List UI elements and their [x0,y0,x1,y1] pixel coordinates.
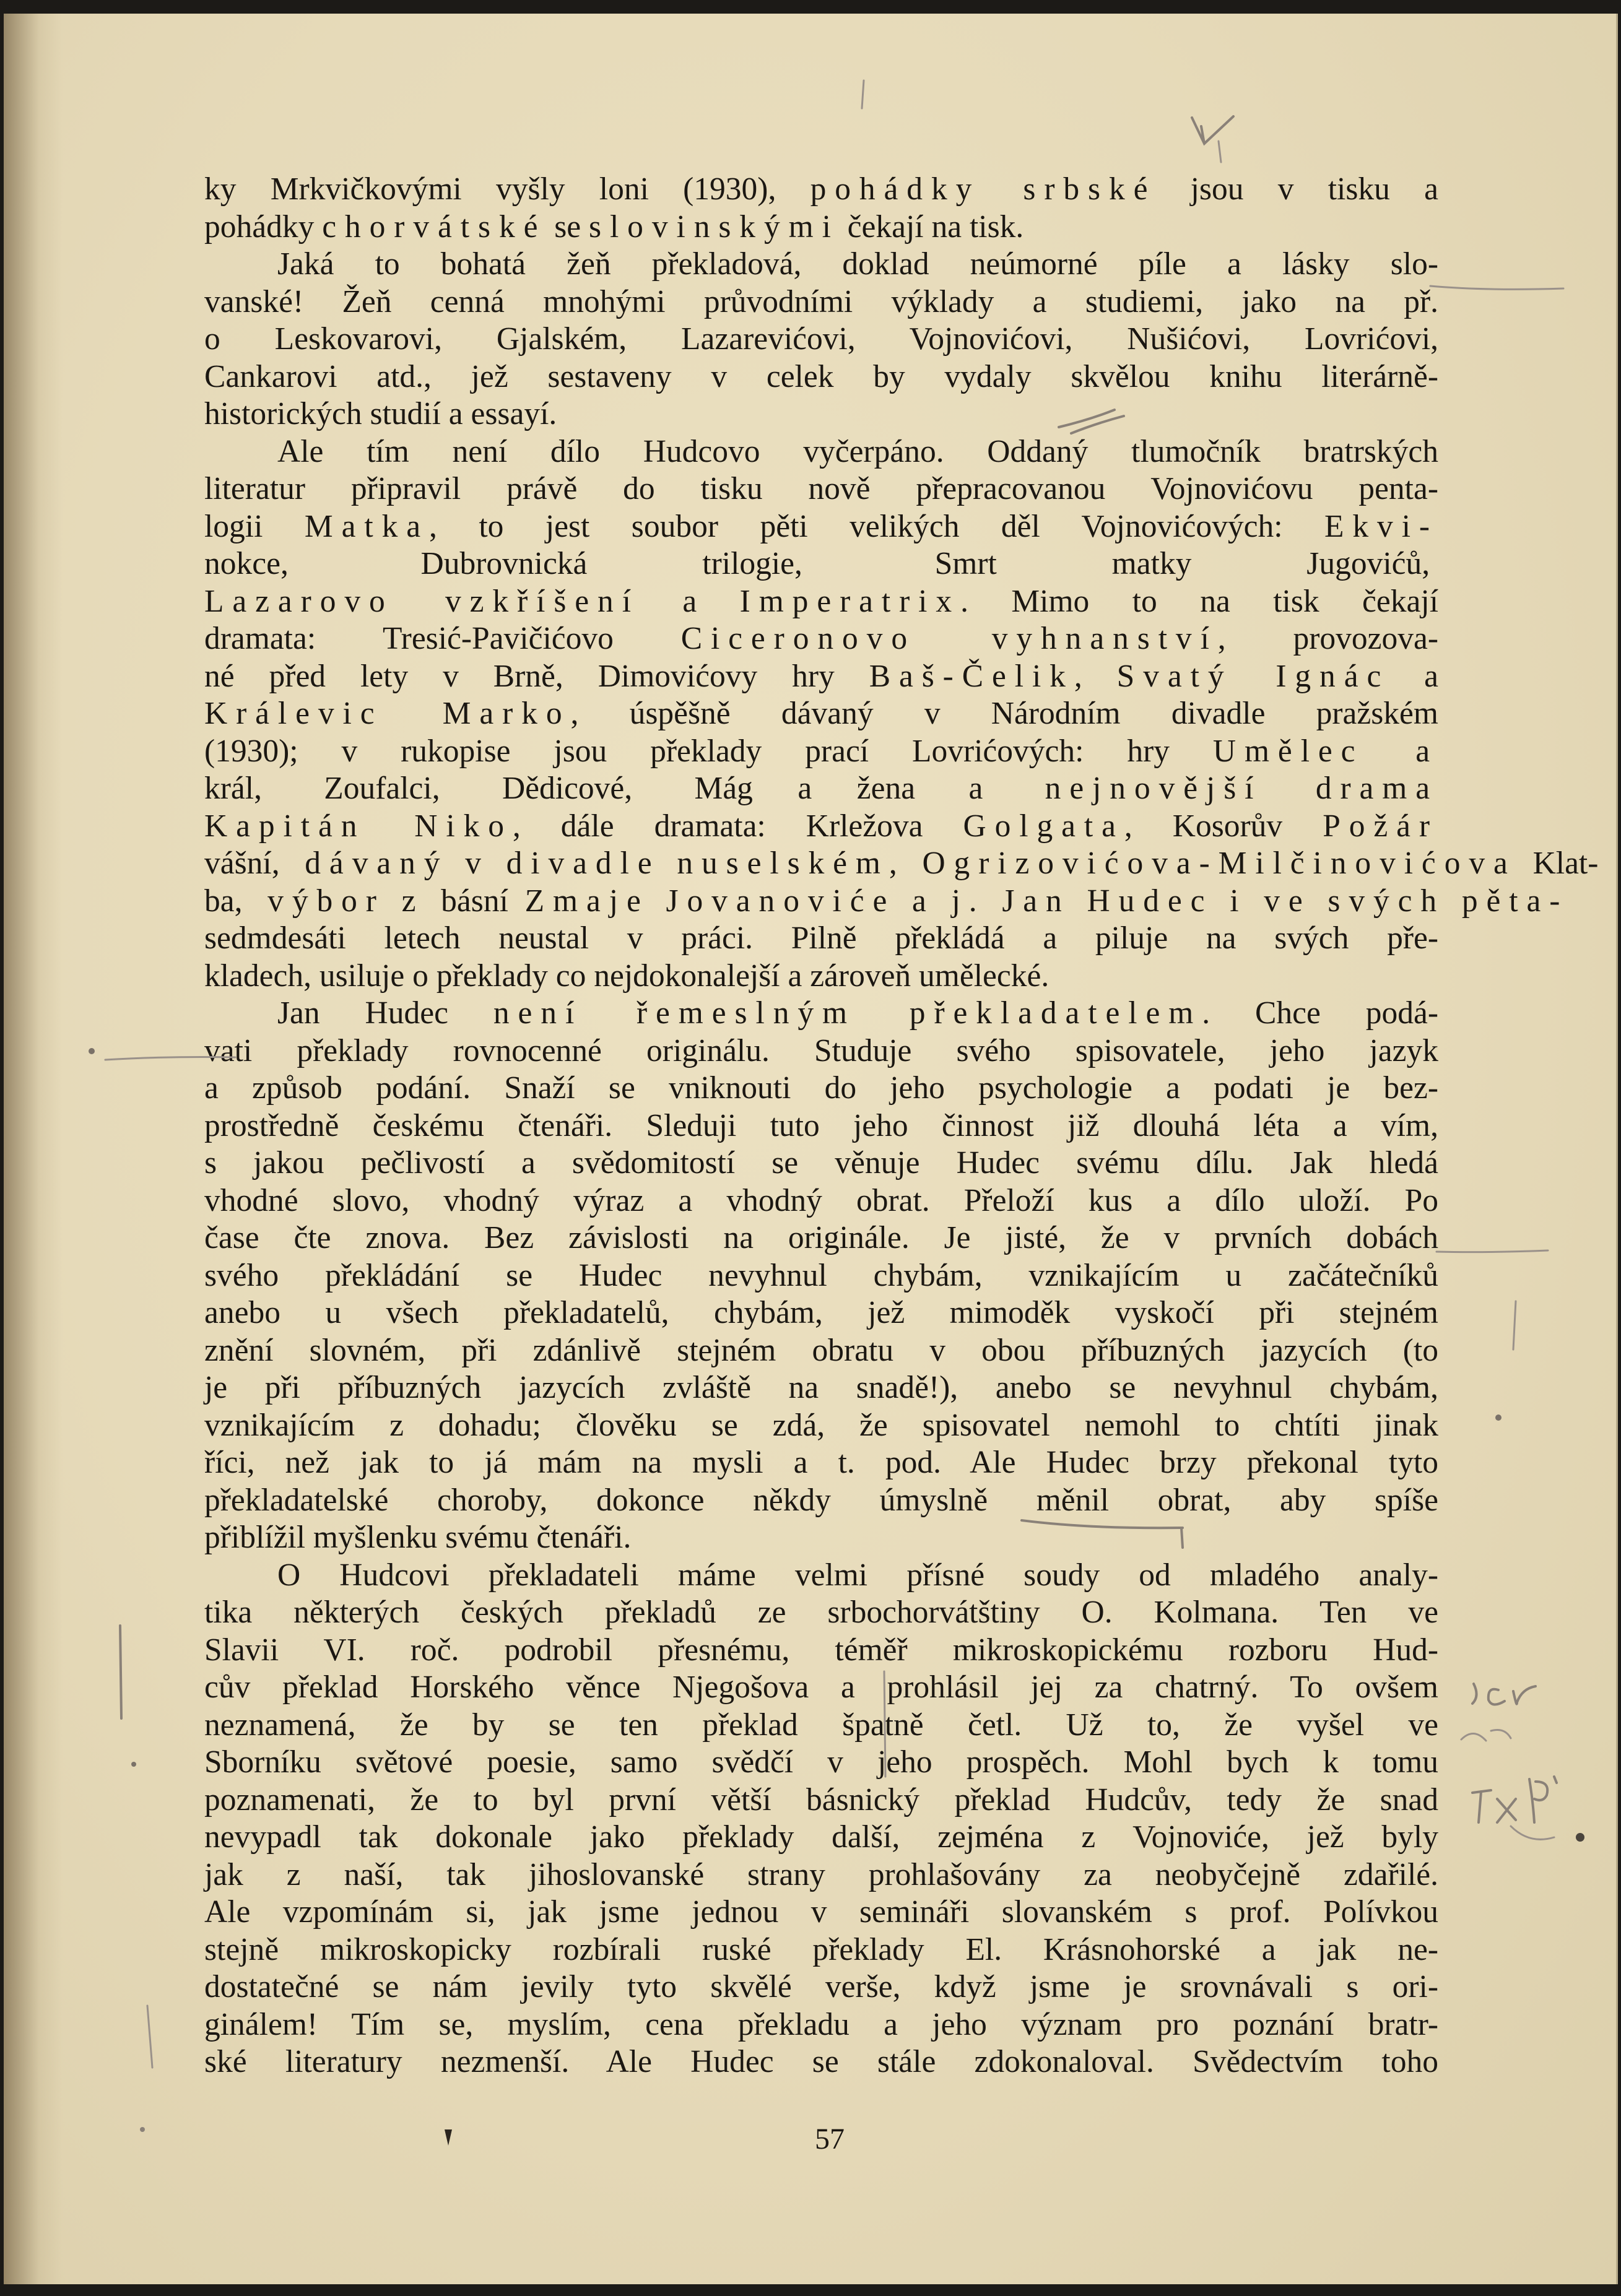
spaced-emphasis: Ekvi- [1324,508,1438,544]
text-line: je při příbuzných jazycích zvláště na snadě!), anebo se nevyhnul chybám, [204,1370,1438,1405]
spaced-emphasis: Matka [304,508,429,544]
spaced-emphasis: , dávaný v divadle nuselském, Ogrizovićova-Milčinovićova [271,846,1533,881]
text-line: Slavii VI. roč. podrobil přesnému, téměř mikroskopickému rozboru Hud- [204,1632,1438,1668]
spaced-emphasis: Lazarovo vzkříšení [204,583,640,619]
text-line: Jan Hudec není řemeslným překladatelem. Chce podá- [277,995,1439,1031]
text-line: král, Zoufalci, Dědicové, Mág a žena a nejnovější drama [204,771,1439,806]
text-line: dostatečné se nám jevily tyto skvělé verše, když jsme je srovnávali s ori- [204,1969,1438,2004]
text-line: Ale tím není dílo Hudcovo vyčerpáno. Oddaný tlumočník bratrských [277,433,1438,469]
spaced-emphasis: , [624,771,695,806]
spaced-emphasis: Umělec a [1212,733,1438,769]
text-line: logii Matka, to jest soubor pěti velikých děl Vojnovićových: Ekvi- [204,508,1438,544]
text-line: překladatelské choroby, dokonce někdy úmyslně měnil obrat, aby spíše [204,1482,1438,1518]
binding-gutter [4,14,63,2284]
text-line: vášní, dávaný v divadle nuselském, Ogrizovićova-Milčinovićova [204,846,1533,881]
text-line: prostředně českému čtenáři. Sleduji tuto jeho činnost již dlouhá léta a vím, [204,1107,1438,1143]
spaced-emphasis: , [1422,546,1439,581]
spaced-emphasis: Golgata [963,808,1124,844]
spaced-emphasis: Imperatrix [739,583,961,619]
text-line: O Hudcovi překladateli máme velmi přísné soudy od mladého analy- [277,1557,1438,1593]
text-line: vanské! Žeň cenná mnohými průvodními výklady a studiemi, jako na př. [204,284,1438,319]
spaced-emphasis: Svatý Ignác [1116,658,1390,694]
text-line: Kapitán Niko, dále dramata: Krležova Golgata, Kosorův Požár [204,808,1438,844]
spaced-emphasis: , [432,771,502,806]
spaced-emphasis: slovinskými [589,209,840,245]
text-line: dramata: Tresić-Pavičićovo Ciceronovo vyhnanství, provozova- [204,621,1438,656]
spaced-emphasis: a nejnovější drama [915,771,1439,806]
text-line: literatur připravil právě do tisku nově přepracovanou Vojnovićovu penta- [204,471,1438,506]
text-line: sedmdesáti letech neustal v práci. Pilně překládá a piluje na svých pře- [204,921,1438,956]
text-line: Ale vzpomínám si, jak jsme jednou v semináři slovanském s prof. Polívkou [204,1894,1438,1930]
text-line: (1930); v rukopise jsou překlady prací Lovrićových: hry Umělec a [204,733,1438,769]
text-line: nokce, Dubrovnická trilogie, Smrt matky Jugovićů, [204,546,1439,581]
text-line: a způsob podání. Snaží se vniknouti do jeho psychologie a podati je bez- [204,1070,1438,1106]
text-line: cův překlad Horského věnce Njegošova a prohlásil jej za chatrný. To ovšem [204,1670,1438,1705]
body-text [204,171,1569,2081]
page-number: 57 [815,2123,845,2155]
text-line: svého překládání se Hudec nevyhnul chybám, vznikajícím u začátečníků [204,1257,1438,1293]
text-line: nevypadl tak dokonale jako překlady další, zejména z Vojnoviće, jež byly [204,1819,1438,1855]
spaced-emphasis: , [254,771,324,806]
spaced-emphasis: Zmaje Jovanoviće a j. Jan Hudec i ve svých pěta- [508,883,1569,919]
text-line: ky Mrkvičkovými vyšly loni (1930), pohádky srbské jsou v tisku a [204,171,1438,207]
text-line: vznikajícím z dohadu; člověku se zdá, že spisovatel nemohl to chtíti jinak [204,1407,1438,1443]
text-line: přiblížil myšlenku svému čtenáři. [204,1520,632,1555]
text-line: stejně mikroskopicky rozbírali ruské překlady El. Krásnohorské a jak ne- [204,1931,1438,1967]
text-line: vhodné slovo, vhodný výraz a vhodný obrat. Přeloží kus a dílo uloží. Po [204,1182,1438,1218]
text-line: Lazarovo vzkříšení a Imperatrix. Mimo to na tisk čekají [204,583,1439,619]
text-line: poznamenati, že to byl první větší básnický překlad Hudcův, tedy že snad [204,1782,1438,1817]
text-line: Jaká to bohatá žeň překladová, doklad neúmorné píle a lásky slo- [277,246,1438,282]
spaced-emphasis: , výbor z [234,883,441,919]
spaced-emphasis: Ciceronovo vyhnanství [680,621,1218,656]
spaced-emphasis: není řemeslným překladatelem [493,995,1202,1031]
spaced-emphasis: , [280,546,421,581]
spaced-emphasis: pohádky srbské [810,171,1157,207]
text-line: říci, než jak to já mám na mysli a t. pod. Ale Hudec brzy překonal tyto [204,1445,1438,1480]
text-line: Sborníku světové poesie, samo svědčí v jeho prospěch. Mohl bych k tomu [204,1744,1438,1780]
text-line: historických studií a essayí. [204,396,557,431]
text-line: anebo u všech překladatelů, chybám, jež mimoděk vyskočí při stejném [204,1295,1438,1330]
spaced-emphasis: , [794,546,935,581]
text-line: kladech, usiluje o překlady co nejdokonalejší a zároveň umělecké. [204,958,1050,994]
text-line: Cankarovi atd., jež sestaveny v celek by vydaly skvělou knihu literárně- [204,358,1438,394]
text-line: Králevic Marko, úspěšně dávaný v Národním divadle pražském [204,696,1438,731]
spaced-emphasis: Králevic Marko [204,696,571,731]
text-line: s jakou pečlivostí a svědomitostí se věnuje Hudec svému dílu. Jak hledá [204,1145,1438,1180]
text-line: neznamená, že by se ten překlad špatně četl. Už to, že vyšel ve [204,1707,1438,1743]
spaced-emphasis: Baš-Čelik [869,658,1074,694]
text-line: jak z naší, tak jihoslovanské strany prohlašovány za neobyčejně zdařilé. [204,1856,1438,1892]
text-line: ginálem! Tím se, myslím, cena překladu a jeho význam pro poznání bratr- [204,2006,1438,2042]
text-line: vati překlady rovnocenné originálu. Studuje svého spisovatele, jeho jazyk [204,1033,1438,1068]
text-line: čase čte znova. Bez závislosti na originále. Je jisté, že v prvních dobách [204,1220,1438,1255]
spaced-emphasis: Požár [1323,808,1438,844]
text-line: né před lety v Brně, Dimovićovy hry Baš-Čelik, Svatý Ignác a [204,658,1439,694]
text-line: ské literatury nezmenší. Ale Hudec se stále zdokonaloval. Svědectvím toho [204,2044,1438,2079]
text-line: tika některých českých překladů ze srbochorvátštiny O. Kolmana. Ten ve [204,1595,1438,1630]
spaced-emphasis: Kapitán Niko [204,808,513,844]
spaced-emphasis: chorvátské [322,209,547,245]
text-line: ba, výbor z básní Zmaje Jovanoviće a j. Jan Hudec i ve svých pěta- [204,883,1569,919]
text-line: znění slovném, při zdánlivě stejném obratu v obou příbuzných jazycích (to [204,1332,1438,1368]
text-line: pohádky chorvátské se slovinskými čekají na tisk. [204,209,1024,245]
text-line: o Leskovarovi, Gjalském, Lazarevićovi, Vojnovićovi, Nušićovi, Lovrićovi, [204,321,1438,357]
